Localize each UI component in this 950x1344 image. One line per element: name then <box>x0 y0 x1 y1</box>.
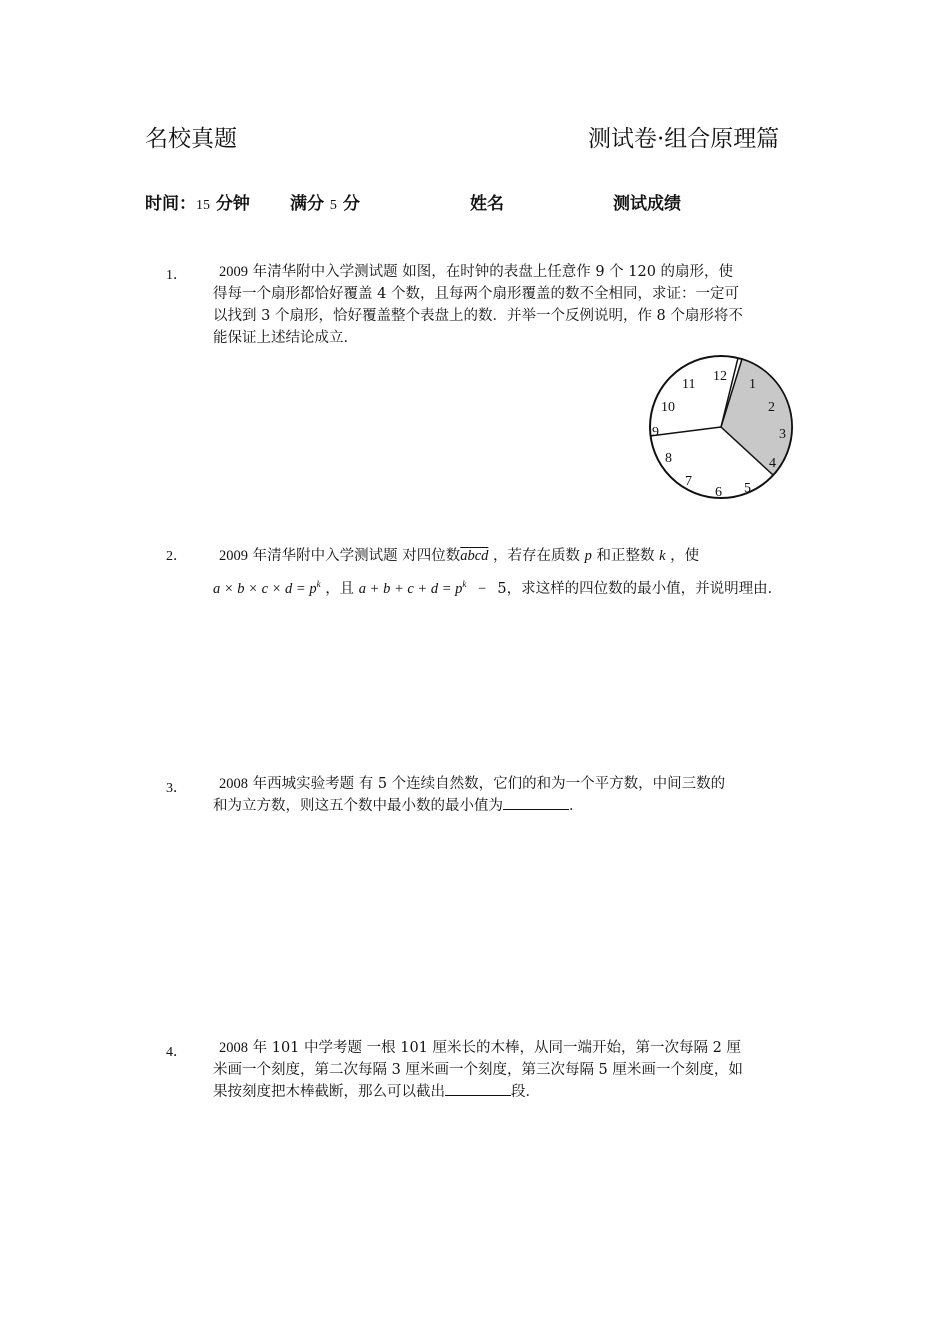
problem-2-intro: 年清华附中入学测试题 对四位数 <box>252 548 461 564</box>
clock-number-12: 12 <box>713 369 727 384</box>
header-right: 测试卷·组合原理篇 <box>588 126 780 152</box>
time-value: 15 <box>196 198 210 213</box>
problem-1-line-3: 以找到 3 个扇形，恰好覆盖整个表盘上的数．并举一个反例说明，作 8 个扇形将不 <box>213 308 743 324</box>
clock-number-9: 9 <box>652 425 659 440</box>
clock-number-5: 5 <box>744 481 751 496</box>
time-field <box>145 189 250 214</box>
problem-2-abcd: abcd <box>460 548 489 564</box>
problem-2-eq1-sup: k <box>316 579 321 589</box>
problem-2-mid2: 和正整数 <box>596 548 655 564</box>
clock-number-3: 3 <box>779 427 786 442</box>
time-label: 时间： <box>145 194 196 214</box>
problem-2-number: 2． <box>166 549 187 564</box>
problem-3-line-2: 和为立方数，则这五个数中最小数的最小值为 <box>213 798 503 814</box>
problem-1-text <box>213 261 808 349</box>
clock-number-11: 11 <box>682 377 696 392</box>
clock-number-1: 1 <box>749 377 756 392</box>
problem-1-number: 1． <box>166 268 187 283</box>
problem-3-line-1: 年西城实验考题 有 5 个连续自然数，它们的和为一个平方数，中间三数的 <box>252 776 726 792</box>
problem-3-year: 2008 <box>219 776 248 792</box>
problem-2-year: 2009 <box>219 548 248 564</box>
clock-number-6: 6 <box>715 485 722 500</box>
problem-4-end: 段． <box>511 1084 540 1100</box>
problem-4-year: 2008 <box>219 1040 248 1056</box>
problem-3-answer-blank[interactable] <box>503 795 569 810</box>
problem-4-line-1: 年 101 中学考题 一根 101 厘米长的木棒，从同一端开始，第一次每隔 2 厘 <box>252 1040 741 1056</box>
problem-2-eq2-tail: − <box>476 580 487 597</box>
problem-4-line-3: 果按刻度把木棒截断，那么可以截出 <box>213 1084 445 1100</box>
problem-2-eq1: a × b × c × d = p <box>213 580 317 597</box>
clock-number-8: 8 <box>665 451 672 466</box>
clock-number-4: 4 <box>769 456 776 471</box>
score-unit: 分 <box>342 194 360 214</box>
clock-diagram <box>645 355 800 500</box>
problem-3-number: 3． <box>166 781 187 796</box>
problem-1-line-2: 得每一个扇形都恰好覆盖 4 个数，且每两个扇形覆盖的数不全相同，求证：一定可 <box>213 286 739 302</box>
problem-2-mid3: ，且 <box>325 580 355 597</box>
clock-number-7: 7 <box>685 474 692 489</box>
problem-2-eq2-sup: k <box>462 579 467 589</box>
problem-2-end2: 5，求这样的四位数的最小值，并说明理由． <box>497 580 783 597</box>
problem-4-answer-blank[interactable] <box>445 1081 511 1096</box>
problem-2-text <box>213 542 813 603</box>
problem-2-eq2: a + b + c + d = p <box>358 580 463 597</box>
problem-3-text <box>213 773 808 817</box>
score-value: 5 <box>329 198 337 213</box>
clock-number-2: 2 <box>768 400 775 415</box>
header-left: 名校真题 <box>145 126 237 152</box>
problem-2-k: k <box>659 548 666 564</box>
problem-1-line-1: 年清华附中入学测试题 如图，在时钟的表盘上任意作 9 个 120 的扇形，使 <box>252 264 734 280</box>
problem-3-end: ． <box>569 798 584 814</box>
problem-2-p: p <box>584 548 592 564</box>
grade-label: 测试成绩 <box>613 194 681 214</box>
name-label: 姓名 <box>470 194 504 214</box>
problem-4-line-2: 米画一个刻度，第二次每隔 3 厘米画一个刻度，第三次每隔 5 厘米画一个刻度，如 <box>213 1062 743 1078</box>
problem-1-year: 2009 <box>219 264 248 280</box>
score-label: 满分 <box>290 194 324 214</box>
problem-1-line-4: 能保证上述结论成立． <box>213 330 358 346</box>
clock-number-10: 10 <box>661 400 675 415</box>
problem-4-number: 4． <box>166 1045 187 1060</box>
problem-2-mid: ，若存在质数 <box>493 548 581 564</box>
problem-2-end1: ，使 <box>670 548 700 564</box>
time-unit: 分钟 <box>215 194 250 214</box>
problem-4-text <box>213 1037 808 1103</box>
score-field <box>290 189 360 214</box>
